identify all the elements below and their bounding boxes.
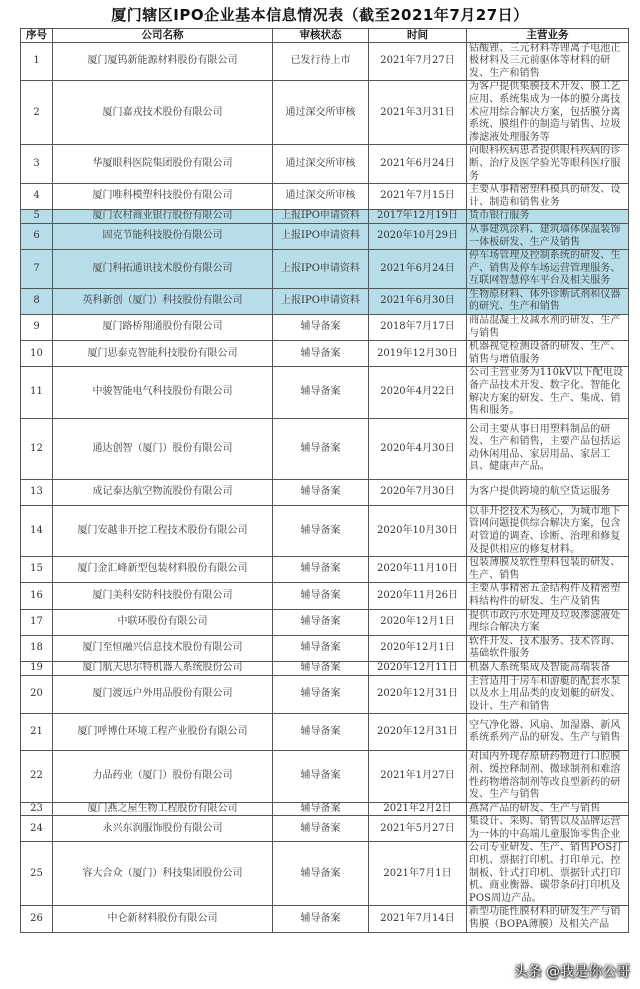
cell-business: 货币银行服务 xyxy=(467,210,629,224)
cell-no: 8 xyxy=(21,288,53,314)
cell-no: 12 xyxy=(21,418,53,479)
table-row xyxy=(21,145,629,184)
cell-company: 华厦眼科医院集团股份有限公司 xyxy=(53,145,273,184)
cell-time: 2021年2月2日 xyxy=(369,802,467,816)
cell-time: 2020年12月31日 xyxy=(369,675,467,714)
cell-no: 2 xyxy=(21,81,53,145)
cell-status: 辅导备案 xyxy=(273,341,369,367)
table-row xyxy=(21,802,629,816)
cell-time: 2020年12月1日 xyxy=(369,609,467,635)
cell-company: 厦门嘉戎技术股份有限公司 xyxy=(53,81,273,145)
table-row xyxy=(21,505,629,556)
cell-time: 2019年12月30日 xyxy=(369,341,467,367)
table-row xyxy=(21,816,629,842)
cell-status: 辅导备案 xyxy=(273,906,369,932)
cell-no: 1 xyxy=(21,42,53,81)
cell-time: 2018年7月17日 xyxy=(369,315,467,341)
cell-company: 厦门燕之屋生物工程股份有限公司 xyxy=(53,802,273,816)
cell-status: 上报IPO申请资料 xyxy=(273,223,369,249)
cell-time: 2021年7月1日 xyxy=(369,842,467,906)
cell-no: 3 xyxy=(21,145,53,184)
header-status: 审核状态 xyxy=(273,29,369,43)
cell-business: 商品混凝土及减水剂的研发、生产与销售 xyxy=(467,315,629,341)
cell-business: 软件开发、技术服务、技术咨询、基础软件服务 xyxy=(467,635,629,661)
cell-no: 20 xyxy=(21,675,53,714)
cell-time: 2020年4月30日 xyxy=(369,418,467,479)
cell-time: 2021年7月15日 xyxy=(369,184,467,210)
cell-status: 辅导备案 xyxy=(273,661,369,675)
table-row xyxy=(21,341,629,367)
cell-time: 2021年3月31日 xyxy=(369,81,467,145)
table-row xyxy=(21,315,629,341)
cell-no: 17 xyxy=(21,609,53,635)
header-no: 序号 xyxy=(21,29,53,43)
cell-time: 2021年5月27日 xyxy=(369,816,467,842)
cell-time: 2020年12月1日 xyxy=(369,635,467,661)
cell-business: 公司专业研发、生产、销售POS打印机、票据打印机、打印单元、控制板、针式打印机、票据针式打印机、商业衡器、碳带条码打印机及POS周边产品。 xyxy=(467,842,629,906)
cell-no: 11 xyxy=(21,367,53,418)
cell-company: 通达创智（厦门）股份有限公司 xyxy=(53,418,273,479)
cell-time: 2020年7月30日 xyxy=(369,479,467,505)
cell-business: 向眼科疾病患者提供眼科疾病的诊断、治疗及医学验光等眼科医疗服务 xyxy=(467,145,629,184)
cell-business: 停车场管理及控制系统的研发、生产、销售及停车场运营管理服务、互联网智慧停车平台及相关服务 xyxy=(467,250,629,289)
cell-time: 2020年11月26日 xyxy=(369,583,467,609)
cell-no: 24 xyxy=(21,816,53,842)
cell-company: 厦门路桥翔通股份有限公司 xyxy=(53,315,273,341)
cell-company: 厦门渡远户外用品股份有限公司 xyxy=(53,675,273,714)
cell-status: 辅导备案 xyxy=(273,675,369,714)
cell-business: 从事建筑涂料、建筑墙体保温装饰一体板研发、生产及销售 xyxy=(467,223,629,249)
table-body xyxy=(21,42,629,932)
cell-business: 燕窝产品的研发、生产与销售 xyxy=(467,802,629,816)
cell-company: 厦门呼博仕环境工程产业股份有限公司 xyxy=(53,714,273,751)
cell-business: 公司主要从事日用塑料制品的研发、生产和销售，主要产品包括运动休闲用品、家居用品、家居工具、健康声产品。 xyxy=(467,418,629,479)
cell-no: 13 xyxy=(21,479,53,505)
cell-time: 2021年6月24日 xyxy=(369,145,467,184)
cell-no: 14 xyxy=(21,505,53,556)
cell-status: 上报IPO申请资料 xyxy=(273,288,369,314)
cell-business: 对国内外现存原研药物进行口腔膜剂、缓控释制剂、微球制剂和难溶性药物增溶制剂等改良型新药的研发、生产与销售 xyxy=(467,751,629,802)
cell-business: 机器人系统集成及智能高端装备 xyxy=(467,661,629,675)
cell-company: 中骏智能电气科技股份有限公司 xyxy=(53,367,273,418)
cell-no: 21 xyxy=(21,714,53,751)
cell-no: 19 xyxy=(21,661,53,675)
ipo-table xyxy=(20,28,629,933)
cell-status: 辅导备案 xyxy=(273,315,369,341)
table-row xyxy=(21,842,629,906)
cell-company: 厦门安越非开挖工程技术股份有限公司 xyxy=(53,505,273,556)
cell-business: 空气净化器、风扇、加湿器、新风系统系列产品的研发、生产与销售 xyxy=(467,714,629,751)
cell-time: 2020年4月22日 xyxy=(369,367,467,418)
cell-business: 提供市政污水处理及垃圾渗滤液处理综合解决方案 xyxy=(467,609,629,635)
cell-status: 辅导备案 xyxy=(273,635,369,661)
table-row xyxy=(21,583,629,609)
cell-business: 为客户提供集膜技术开发、膜工艺应用、系统集成为一体的膜分离技术应用综合解决方案，包括膜分离系统、膜组件的制造与销售、垃圾渗滤液处理服务等 xyxy=(467,81,629,145)
cell-no: 16 xyxy=(21,583,53,609)
table-row xyxy=(21,250,629,289)
table-row xyxy=(21,675,629,714)
cell-no: 18 xyxy=(21,635,53,661)
cell-company: 厦门美科安防科技股份有限公司 xyxy=(53,583,273,609)
cell-company: 力品药业（厦门）股份有限公司 xyxy=(53,751,273,802)
cell-company: 英科新创（厦门）科技股份有限公司 xyxy=(53,288,273,314)
table-row xyxy=(21,479,629,505)
cell-no: 9 xyxy=(21,315,53,341)
cell-no: 4 xyxy=(21,184,53,210)
cell-company: 容大合众（厦门）科技集团股份公司 xyxy=(53,842,273,906)
cell-status: 上报IPO申请资料 xyxy=(273,250,369,289)
cell-business: 机器视觉检测设备的研发、生产、销售与增值服务 xyxy=(467,341,629,367)
cell-no: 5 xyxy=(21,210,53,224)
cell-no: 23 xyxy=(21,802,53,816)
table-row xyxy=(21,42,629,81)
table-row xyxy=(21,223,629,249)
table-row xyxy=(21,367,629,418)
table-row xyxy=(21,210,629,224)
cell-status: 辅导备案 xyxy=(273,418,369,479)
cell-company: 厦门农村商业银行股份有限公司 xyxy=(53,210,273,224)
cell-no: 26 xyxy=(21,906,53,932)
cell-time: 2020年11月10日 xyxy=(369,557,467,583)
cell-time: 2017年12月19日 xyxy=(369,210,467,224)
table-row xyxy=(21,661,629,675)
cell-time: 2021年6月30日 xyxy=(369,288,467,314)
cell-time: 2020年10月30日 xyxy=(369,505,467,556)
table-row xyxy=(21,81,629,145)
cell-no: 22 xyxy=(21,751,53,802)
cell-company: 中仑新材料股份有限公司 xyxy=(53,906,273,932)
table-row xyxy=(21,418,629,479)
header-business: 主营业务 xyxy=(467,29,629,43)
cell-status: 辅导备案 xyxy=(273,609,369,635)
cell-company: 厦门厦钨新能源材料股份有限公司 xyxy=(53,42,273,81)
cell-business: 以非开挖技术为核心，为城市地下管网问题提供综合解决方案，包含对管道的调查、诊断、治理和修复及提供相应的修复材料。 xyxy=(467,505,629,556)
cell-status: 辅导备案 xyxy=(273,479,369,505)
table-row xyxy=(21,635,629,661)
table-row xyxy=(21,714,629,751)
cell-no: 6 xyxy=(21,223,53,249)
table-row xyxy=(21,288,629,314)
cell-business: 新型功能性膜材料的研发生产与销售膜（BOPA薄膜）及相关产品 xyxy=(467,906,629,932)
cell-status: 辅导备案 xyxy=(273,751,369,802)
cell-business: 公司主营业务为110kV以下配电设备产品技术开发、数字化、智能化解决方案的研发、生产、集成、销售和服务。 xyxy=(467,367,629,418)
cell-status: 已发行待上市 xyxy=(273,42,369,81)
cell-company: 厦门至恒融兴信息技术股份有限公司 xyxy=(53,635,273,661)
cell-status: 辅导备案 xyxy=(273,842,369,906)
cell-time: 2020年12月11日 xyxy=(369,661,467,675)
watermark: 头条 @我是你公哥 xyxy=(513,964,630,980)
cell-time: 2021年1月27日 xyxy=(369,751,467,802)
table-row xyxy=(21,184,629,210)
table-row xyxy=(21,609,629,635)
cell-company: 厦门金汇峰新型包装材料股份有限公司 xyxy=(53,557,273,583)
cell-business: 包装薄膜及软性塑料包装的研发、生产、销售 xyxy=(467,557,629,583)
cell-company: 厦门唯科模塑科技股份有限公司 xyxy=(53,184,273,210)
cell-status: 通过深交所审核 xyxy=(273,81,369,145)
table-row xyxy=(21,906,629,932)
cell-business: 钴酸锂、三元材料等锂离子电池正极材料及三元前驱体等材料的研发、生产和销售 xyxy=(467,42,629,81)
cell-status: 辅导备案 xyxy=(273,367,369,418)
cell-business: 主营适用于房车和游艇的配套水泵以及水上用品类的皮划艇的研发、设计、生产和销售 xyxy=(467,675,629,714)
cell-business: 主要从事精密五金结构件及精密塑料结构件的研发、生产及销售 xyxy=(467,583,629,609)
cell-status: 辅导备案 xyxy=(273,557,369,583)
cell-company: 厦门思泰克智能科技股份有限公司 xyxy=(53,341,273,367)
cell-company: 固克节能科技股份有限公司 xyxy=(53,223,273,249)
cell-company: 永兴东润服饰股份有限公司 xyxy=(53,816,273,842)
cell-business: 生物原材料、体外诊断试剂和仪器的研究、生产和销售 xyxy=(467,288,629,314)
cell-time: 2021年6月24日 xyxy=(369,250,467,289)
cell-company: 中联环股份有限公司 xyxy=(53,609,273,635)
cell-status: 辅导备案 xyxy=(273,816,369,842)
page-title: 厦门辖区IPO企业基本信息情况表（截至2021年7月27日） xyxy=(111,6,529,24)
cell-business: 主要从事精密塑料模具的研发、设计、制造和销售业务 xyxy=(467,184,629,210)
cell-status: 辅导备案 xyxy=(273,802,369,816)
header-company: 公司名称 xyxy=(53,29,273,43)
cell-no: 7 xyxy=(21,250,53,289)
cell-no: 10 xyxy=(21,341,53,367)
cell-company: 厦门科拓通讯技术股份有限公司 xyxy=(53,250,273,289)
table-row xyxy=(21,751,629,802)
cell-business: 集设计、采购、销售以及品牌运营为一体的中高端儿童服饰零售企业 xyxy=(467,816,629,842)
cell-company: 成记泰达航空物流股份有限公司 xyxy=(53,479,273,505)
cell-time: 2021年7月27日 xyxy=(369,42,467,81)
cell-business: 为客户提供跨境的航空货运服务 xyxy=(467,479,629,505)
cell-status: 通过深交所审核 xyxy=(273,184,369,210)
cell-company: 厦门航天思尔特机器人系统股份公司 xyxy=(53,661,273,675)
cell-time: 2020年10月29日 xyxy=(369,223,467,249)
cell-no: 25 xyxy=(21,842,53,906)
header-row xyxy=(21,29,629,43)
cell-time: 2021年7月14日 xyxy=(369,906,467,932)
cell-status: 上报IPO申请资料 xyxy=(273,210,369,224)
cell-status: 辅导备案 xyxy=(273,583,369,609)
cell-status: 辅导备案 xyxy=(273,505,369,556)
table-row xyxy=(21,557,629,583)
header-time: 时间 xyxy=(369,29,467,43)
cell-status: 辅导备案 xyxy=(273,714,369,751)
cell-no: 15 xyxy=(21,557,53,583)
cell-time: 2020年12月31日 xyxy=(369,714,467,751)
cell-status: 通过深交所审核 xyxy=(273,145,369,184)
